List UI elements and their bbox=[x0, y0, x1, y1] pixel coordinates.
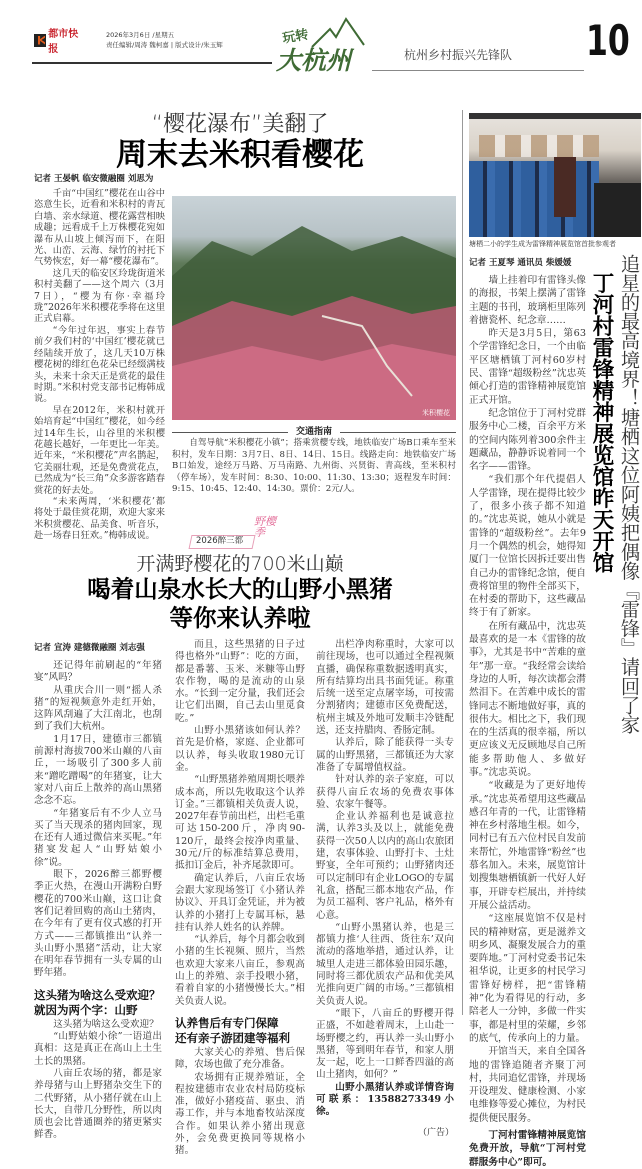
paragraph: “我们那个年代提倡人人学雷锋，现在提得比较少了，很多小孩子都不知道的。”沈忠英说，她从小就是雷锋的“超级粉丝”。去年9月一个偶然的机会，她得知厦门一位馆长因拆迁要出售自己办的雷锋纪念馆，便自费将馆里的物件全部买下，在村委的帮助下，这些藏品终于有了新家。 bbox=[469, 474, 586, 619]
article1-body bbox=[34, 188, 165, 542]
paragraph: “山野黑猪养殖周期长喂养成本高，所以先收取这个认养订金。”三都镇相关负责人说，2027年春节前出栏，出栏毛重可达150-200斤，净肉90-120斤，最终会按净肉重量、30元/斤的标准结算总费用，抵扣订金后，补齐尾款即可。 bbox=[175, 774, 305, 872]
paragraph: 农场拥有正规养殖证，全程按建德市农业农村局防疫标准，做好小猪疫苗、驱虫、消毒工作，并与本地畜牧站深度合作。如果认养小猪出现意外，会免费更换同等规格小猪。 bbox=[175, 1071, 305, 1157]
page-number: 10 bbox=[586, 16, 630, 65]
subheading bbox=[34, 988, 162, 1018]
paragraph: “这座展览馆不仅是村民的精神财富，更是滋养文明乡风、凝聚发展合力的重要阵地。”丁河村党委书记朱祖华说，让更多的村民学习雷锋好榜样，把“雷锋精神”化为看得见的行动，多陪老人一分钟，多做一件实事，都是村里的荣耀，乡邻的底气，传承向上的力量。 bbox=[469, 913, 586, 1044]
paragraph: 纪念馆位于丁河村党群服务中心二楼，百余平方米的空间内陈列着300余件主题藏品，静静诉说着同一个名字——雷锋。 bbox=[469, 407, 586, 473]
issue-date: 2026年3月6日 /星期五 bbox=[106, 31, 175, 39]
article2-title-line1: 喝着山泉水长大的山野小黑猪 bbox=[87, 575, 393, 603]
photo-caption: 塘栖二小的学生成为雷锋精神展览馆首批参观者 bbox=[469, 240, 616, 248]
paragraph: “山野小黑猪认养，也是三都镇力推‘人往西、货往东’双向流动的落地举措，通过认养，让城里人走进三都体验田园乐趣，同时将三都优质农产品和优美风光推向更广阔的市场。”三都镇相关负责人说。 bbox=[316, 921, 454, 1007]
paragraph: “年猪宴后有不少人立马买了当天现杀的猪肉回家，现在还有人通过微信来买呢。”年猪宴发起人“山野姑娘小徐”说。 bbox=[34, 807, 162, 868]
paragraph: 认养后，除了能获得一头专属的山野黑猪，三都镇还为大家准备了专属增值权益。 bbox=[316, 737, 454, 773]
article1-title: 周末去米积看樱花 bbox=[116, 137, 364, 173]
ad-label: （广告） bbox=[417, 1127, 454, 1138]
masthead-rule-right bbox=[372, 70, 584, 71]
paragraph: “未来两周，‘米积樱花’都将处于最佳赏花期，欢迎大家来米积赏樱花、品美食、听音乐，赴一场春日狂欢。”梅韩成说。 bbox=[34, 495, 165, 542]
paragraph: “认养后，每个月都会收到小猪的生长视频、照片，当然也欢迎大家来八亩丘，参观高山上的养殖、亲手投喂小猪，看着自家的小猪慢慢长大。”相关负责人说。 bbox=[175, 934, 305, 1007]
paragraph: 还记得年前刷起的“年猪宴”风吗？ bbox=[34, 660, 162, 684]
paragraph: 在所有藏品中，沈忠英最喜欢的是一本《雷锋的故事》，尤其是书中“苦难的童年”那一章。“我经常会读给身边的人听，每次读都会潸然泪下。在苦难中成长的雷锋同志不断地做好事，真的很伟大。相比之下，我们现在的生活真的很幸福，所以更应该义无反顾地尽自己所能多帮助他人、多做好事。”沈忠英说。 bbox=[469, 620, 586, 778]
article2-col1 bbox=[34, 660, 162, 1142]
photo-hills bbox=[172, 196, 456, 420]
column-logo bbox=[272, 7, 372, 89]
paragraph: “今年过年迟，事实上春节前夕我们村的‘中国红’樱花就已经陆续开放了，这几天10万株樱花树的绯红色花朵已经缀满枝头，未来十余天正是赏花的最佳时期。”米积村党支部书记梅韩成说。 bbox=[34, 324, 165, 405]
paragraph: “收藏是为了更好地传承。”沈忠英希望用这些藏品感召年青的一代，让雷锋精神在乡村落地生根。如今，同村已有五六位村民自发前来帮忙，外地雷锋“粉丝”也慕名加入。未来，展览馆计划搜集塘栖镇新一代好人好事，开辟专栏展出，并持续开展公益活动。 bbox=[469, 780, 586, 911]
article2-col2 bbox=[175, 639, 305, 1158]
k-logo-icon bbox=[34, 34, 46, 47]
article3-body bbox=[469, 274, 586, 1169]
paragraph: “眼下，八亩丘的野樱开得正盛，不如趁着周末，上山赴一场野樱之约，再认养一头山野小黑猪，等到明年春节，和家人朋友一起，吃上一口鲜香四溢的高山土猪肉，如何？” bbox=[316, 1007, 454, 1081]
paragraph: 确定认养后，八亩丘农场会跟大家现场签订《小猪认养协议》、开具订金凭证，并为被认养的小猪打上专属耳标，悬挂有认养人姓名的认养牌。 bbox=[175, 872, 305, 933]
masthead-rule-left bbox=[32, 62, 272, 64]
event-tag bbox=[190, 515, 280, 550]
article3-title: 丁河村雷锋精神展览馆昨天开馆 bbox=[589, 272, 614, 573]
subheading bbox=[175, 1016, 305, 1046]
paragraph: 眼下，2026醉三都野樱季正火热，在漫山开满粉白野樱花的700米山巅，这口让食客们记着回购的高山土猪肉，在今年有了更有仪式感的打开方式——三都镇推出“认养一头山野小黑猪”活动，让大家在明年春节拥有一头专属的山野年猪。 bbox=[34, 869, 162, 979]
paragraph: 昨天是3月5日，第63个学雷锋纪念日，一个由临平区塘栖镇丁河村60岁村民、雷锋“超级粉丝”沈忠英倾心打造的雷锋精神展览馆正式开馆。 bbox=[469, 328, 586, 406]
paragraph: 千亩“中国红”樱花在山谷中恣意生长，近看和米积村的青瓦白墙、亲水绿道、樱花露营相映成趣；远看成千上万株樱花宛如瀑布从山坡上倾泻而下，在阳光、山峦、云海、绿竹的衬托下气势恢宏，好一幕“樱花瀑布”。 bbox=[34, 188, 165, 268]
paragraph: 针对认养的亲子家庭，可以获得八亩丘农场的免费农事体验、农家午餐等。 bbox=[316, 774, 454, 810]
article2-kicker: 开满野樱花的700米山巅 bbox=[136, 553, 344, 575]
traffic-guide-box bbox=[172, 426, 456, 496]
photo-caption: 米积樱花 bbox=[422, 409, 450, 417]
exhibition-photo bbox=[469, 113, 641, 237]
column-logo-text: 玩转 大杭州 bbox=[276, 25, 372, 73]
paragraph: 大家关心的养殖、售后保障，农场也做了充分准备。 bbox=[175, 1046, 305, 1071]
paragraph: 墙上挂着印有雷锋头像的海报，书架上摆满了雷锋主题的书刊，玻璃柜里陈列着搪瓷杯、纪念章…… bbox=[469, 275, 586, 326]
contact-info: 山野小黑猪认养或详情咨询可联系：13588273349小徐。 bbox=[316, 1081, 454, 1118]
event-tag-main: 2026醉三都 bbox=[196, 536, 244, 546]
subheading-line: 认养售后有专门保障 bbox=[175, 1015, 279, 1030]
masthead bbox=[0, 0, 642, 95]
paper-logo bbox=[34, 29, 86, 55]
event-tag-script: 野樱季 bbox=[254, 515, 276, 539]
paragraph: 山野小黑猪该如何认养？首先是价格，家庭、企业都可以认养，每头收取1980元订金。 bbox=[175, 725, 305, 773]
paragraph: 这头猪为啥这么受欢迎？ bbox=[53, 1018, 159, 1030]
article1-byline: 记者 王晏帆 临安微融圈 刘思为 bbox=[34, 174, 154, 184]
article3-kicker: 追星的最高境界！塘栖这位阿姨把偶像『雷锋』请回了家 bbox=[618, 254, 641, 734]
paragraph: 而且，这些黑猪的日子过得也格外“山野”：吃的方面，都是番薯、玉米、米糠等山野农作物，喝的是流动的山泉水。“长到一定分量，我们还会让它们出圈，自己去山里觅食吃。” bbox=[175, 639, 305, 724]
paragraph: 开馆当天，来自全国各地的雷锋追随者齐聚丁河村，共同追忆雷锋，并现场开设理发、健康检测、小家电维修等爱心摊位，为村民提供便民服务。 bbox=[469, 1046, 586, 1124]
paragraph: 从重庆合川一则“摇人杀猪”的短视频意外走红开始，这阵风刮遍了大江南北，也刮到了我们大杭州。 bbox=[34, 684, 162, 733]
paragraph: 出栏净肉称重时，大家可以前往现场，也可以通过全程视频直播，确保称重数据透明真实，所有结算均出具书面凭证。称重后统一送至定点屠宰场，可按需分割猪肉；建德市区免费配送，杭州主城及外地可发顺丰冷链配送，还支持腊肉、香肠定制。 bbox=[316, 639, 454, 737]
cherry-blossom-photo bbox=[172, 196, 456, 420]
article1-kicker: “樱花瀑布”美翻了 bbox=[151, 112, 329, 137]
subheading-line: 就因为两个字：山野 bbox=[34, 1002, 138, 1017]
paragraph: 这几天的临安区玲珑街道米积村美翻了——这个周六（3月7日），“樱为有你·幸福玲珑”2026年米积樱花季将在这里正式启幕。 bbox=[34, 267, 165, 325]
closing-note: 丁河村雷锋精神展览馆免费开放，导航“丁河村党群服务中心”即可。 bbox=[469, 1130, 586, 1168]
paper-name: 都市快报 bbox=[48, 29, 79, 55]
paragraph: 企业认养福利也是诚意拉满，认养3头及以上，就能免费获得一次50人以内的高山农旅团建，农事体验、山野打卡、土灶野宴，全年可预约；山野猪肉还可以定制印有企业LOGO的专属礼盒，搭配三都本地农产品，作为员工福利、客户礼品，格外有心意。 bbox=[316, 811, 454, 921]
paragraph: 八亩丘农场的猪，都是家养母猪与山上野猪杂交生下的二代野猪，从小猪仔就在山上长大，自带几分野性，所以肉质也会比普通圈养的猪更紧实鲜香。 bbox=[34, 1067, 162, 1141]
subheading-line: 还有亲子游团建等福利 bbox=[175, 1030, 290, 1045]
traffic-guide-title: 交通指南 bbox=[296, 427, 333, 437]
traffic-guide-text: 自驾导航“米积樱花小镇”；搭乘赏樱专线，地铁临安广场B口乘车至米积村，发车日期：3月7日、8日、14日、15日。线路走向：地铁临安广场B口始发，途经万马路、万马南路、九州街、兴贤街、青高线，至米积村（停车场），发车时间：8:30、10:00、11:30、13:30；返程发车时间：9:15、10:45、12:40、14:30。票价：2元/人。 bbox=[172, 438, 456, 495]
article2-title-line2: 等你来认养啦 bbox=[169, 604, 311, 632]
paragraph: 1月17日，建德市三都镇前源村海拔700米山巅的八亩丘，一场吸引了300多人前来“蹭吃蹭喝”的年猪宴，让大家对八亩丘上散养的高山黑猪念念不忘。 bbox=[34, 733, 162, 807]
subheading-line: 这头猪为啥这么受欢迎？ bbox=[34, 987, 161, 1002]
paragraph: 早在2012年，米积村就开始培育起“中国红”樱花，如今经过14年生长，山谷里的米积樱花越长越好，一年更比一年美。近年来，“米积樱花”声名鹊起，它美丽壮观，还是免费赏花点，已然成为“长三角”众多游客踏春赏花的好去处。 bbox=[34, 404, 165, 496]
editor-credits: 责任编辑/周涛 魏柯嘉 | 版式设计/朱玉辉 bbox=[106, 41, 223, 49]
paragraph: “山野姑娘小徐”一语道出真相：这是真正在高山上土生土长的黑猪。 bbox=[34, 1031, 162, 1067]
column-logo-main: 大杭州 bbox=[276, 46, 352, 75]
article3-byline: 记者 王夏琴 通讯员 柴媛媛 bbox=[469, 258, 572, 268]
article2-col3 bbox=[316, 639, 454, 1138]
article2-byline: 记者 宣涛 建德微融圈 刘志强 bbox=[34, 643, 145, 653]
column-divider bbox=[462, 110, 463, 1015]
section-title: 杭州乡村振兴先锋队 bbox=[404, 48, 513, 62]
